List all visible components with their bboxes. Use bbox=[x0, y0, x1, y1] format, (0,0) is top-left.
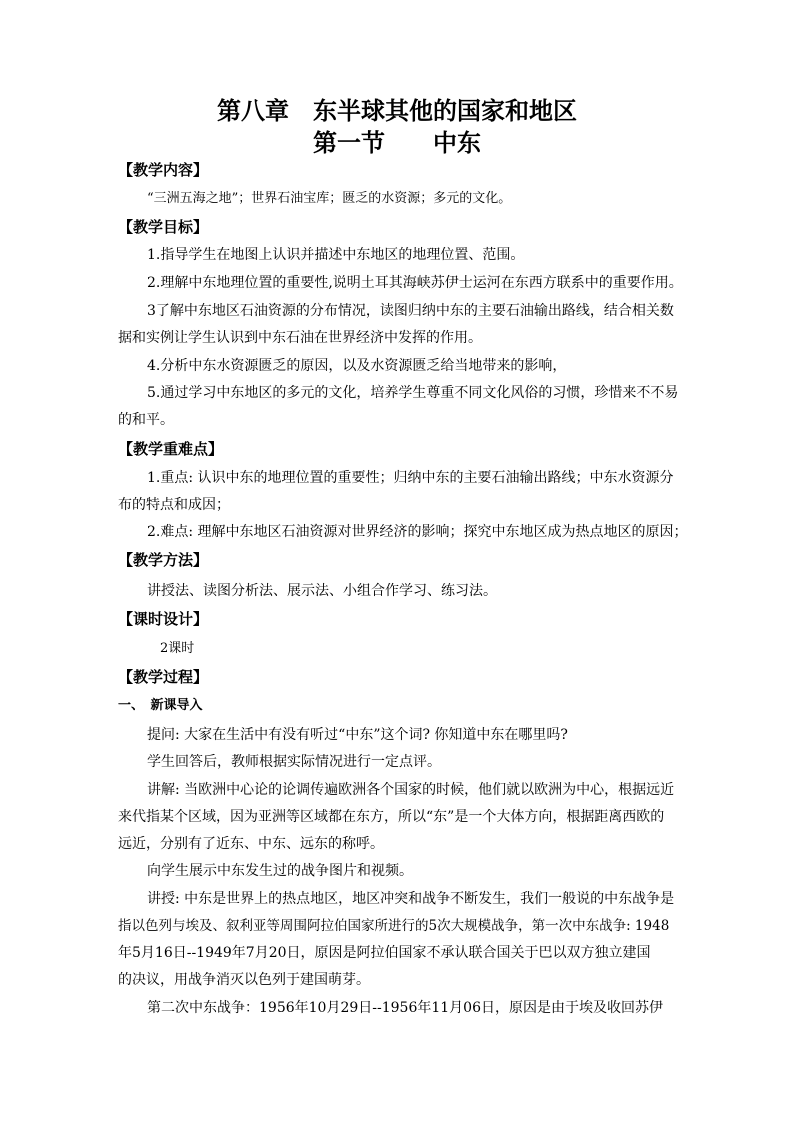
goal-line: 据和实例让学生认识到中东石油在世界经济中发挥的作用。 bbox=[118, 330, 482, 346]
goal-line: 2.理解中东地理位置的重要性,说明土耳其海峡苏伊士运河在东西方联系中的重要作用。 bbox=[147, 275, 683, 291]
process-line: 来代指某个区域，因为亚洲等区域都在东方，所以“东”是一个大体方向，根据距离西欧的 bbox=[118, 809, 665, 825]
process-line: 第二次中东战争：1956年10月29日--1956年11月06日，原因是由于埃及收回苏伊 bbox=[147, 1000, 663, 1016]
process-line: 年5月16日--1949年7月20日，原因是阿拉伯国家不承认联合国关于巴以双方独立建国 bbox=[118, 945, 651, 961]
process-heading: 【教学过程】 bbox=[118, 668, 209, 686]
chapter-title: 第八章 东半球其他的国家和地区 bbox=[217, 96, 577, 125]
process-line: 学生回答后，教师根据实际情况进行一定点评。 bbox=[147, 754, 441, 770]
design-heading: 【课时设计】 bbox=[118, 610, 209, 628]
goal-line: 4.分析中东水资源匮乏的原因，以及水资源匮乏给当地带来的影响， bbox=[147, 358, 567, 374]
process-line: 讲授: 中东是世界上的热点地区，地区冲突和战争不断发生，我们一般说的中东战争是 bbox=[147, 891, 675, 907]
section-title: 第一节 中东 bbox=[313, 128, 481, 157]
methods-heading: 【教学方法】 bbox=[118, 551, 209, 569]
process-subheading: 一、 新课导入 bbox=[118, 698, 203, 713]
goal-line: 的和平。 bbox=[118, 412, 174, 428]
goal-line: 1.指导学生在地图上认识并描述中东地区的地理位置、范围。 bbox=[147, 247, 525, 263]
design-text: 2课时 bbox=[160, 641, 195, 656]
key-point-line: 2.难点: 理解中东地区石油资源对世界经济的影响；探究中东地区成为热点地区的原因； bbox=[147, 524, 688, 540]
methods-text: 讲授法、读图分析法、展示法、小组合作学习、练习法。 bbox=[147, 583, 497, 599]
process-line: 远近，分别有了近东、中东、远东的称呼。 bbox=[118, 836, 384, 852]
goal-line: 3了解中东地区石油资源的分布情况，读图归纳中东的主要石油输出路线，结合相关数 bbox=[147, 303, 674, 319]
process-line: 提问: 大家在生活中有没有听过“中东”这个词? 你知道中东在哪里吗? bbox=[147, 727, 568, 743]
process-line: 的决议，用战争消灭以色列于建国萌芽。 bbox=[118, 972, 370, 988]
key-point-line: 1.重点: 认识中东的地理位置的重要性；归纳中东的主要石油输出路线；中东水资源分 bbox=[147, 470, 674, 486]
goal-line: 5.通过学习中东地区的多元的文化，培养学生尊重不同文化风俗的习惯，珍惜来不不易 bbox=[147, 385, 679, 401]
key-points-heading: 【教学重难点】 bbox=[118, 440, 224, 458]
process-line: 向学生展示中东发生过的战争图片和视频。 bbox=[147, 863, 413, 879]
goals-heading: 【教学目标】 bbox=[118, 218, 209, 236]
content-text: “三洲五海之地”；世界石油宝库；匮乏的水资源；多元的文化。 bbox=[147, 191, 512, 206]
process-line: 指以色列与埃及、叙利亚等周围阿拉伯国家所进行的5次大规模战争，第一次中东战争: 1948 bbox=[118, 918, 670, 934]
key-point-line: 布的特点和成因； bbox=[118, 497, 230, 513]
process-line: 讲解: 当欧洲中心论的论调传遍欧洲各个国家的时候，他们就以欧洲为中心，根据远近 bbox=[147, 782, 675, 798]
content-heading: 【教学内容】 bbox=[118, 161, 209, 179]
